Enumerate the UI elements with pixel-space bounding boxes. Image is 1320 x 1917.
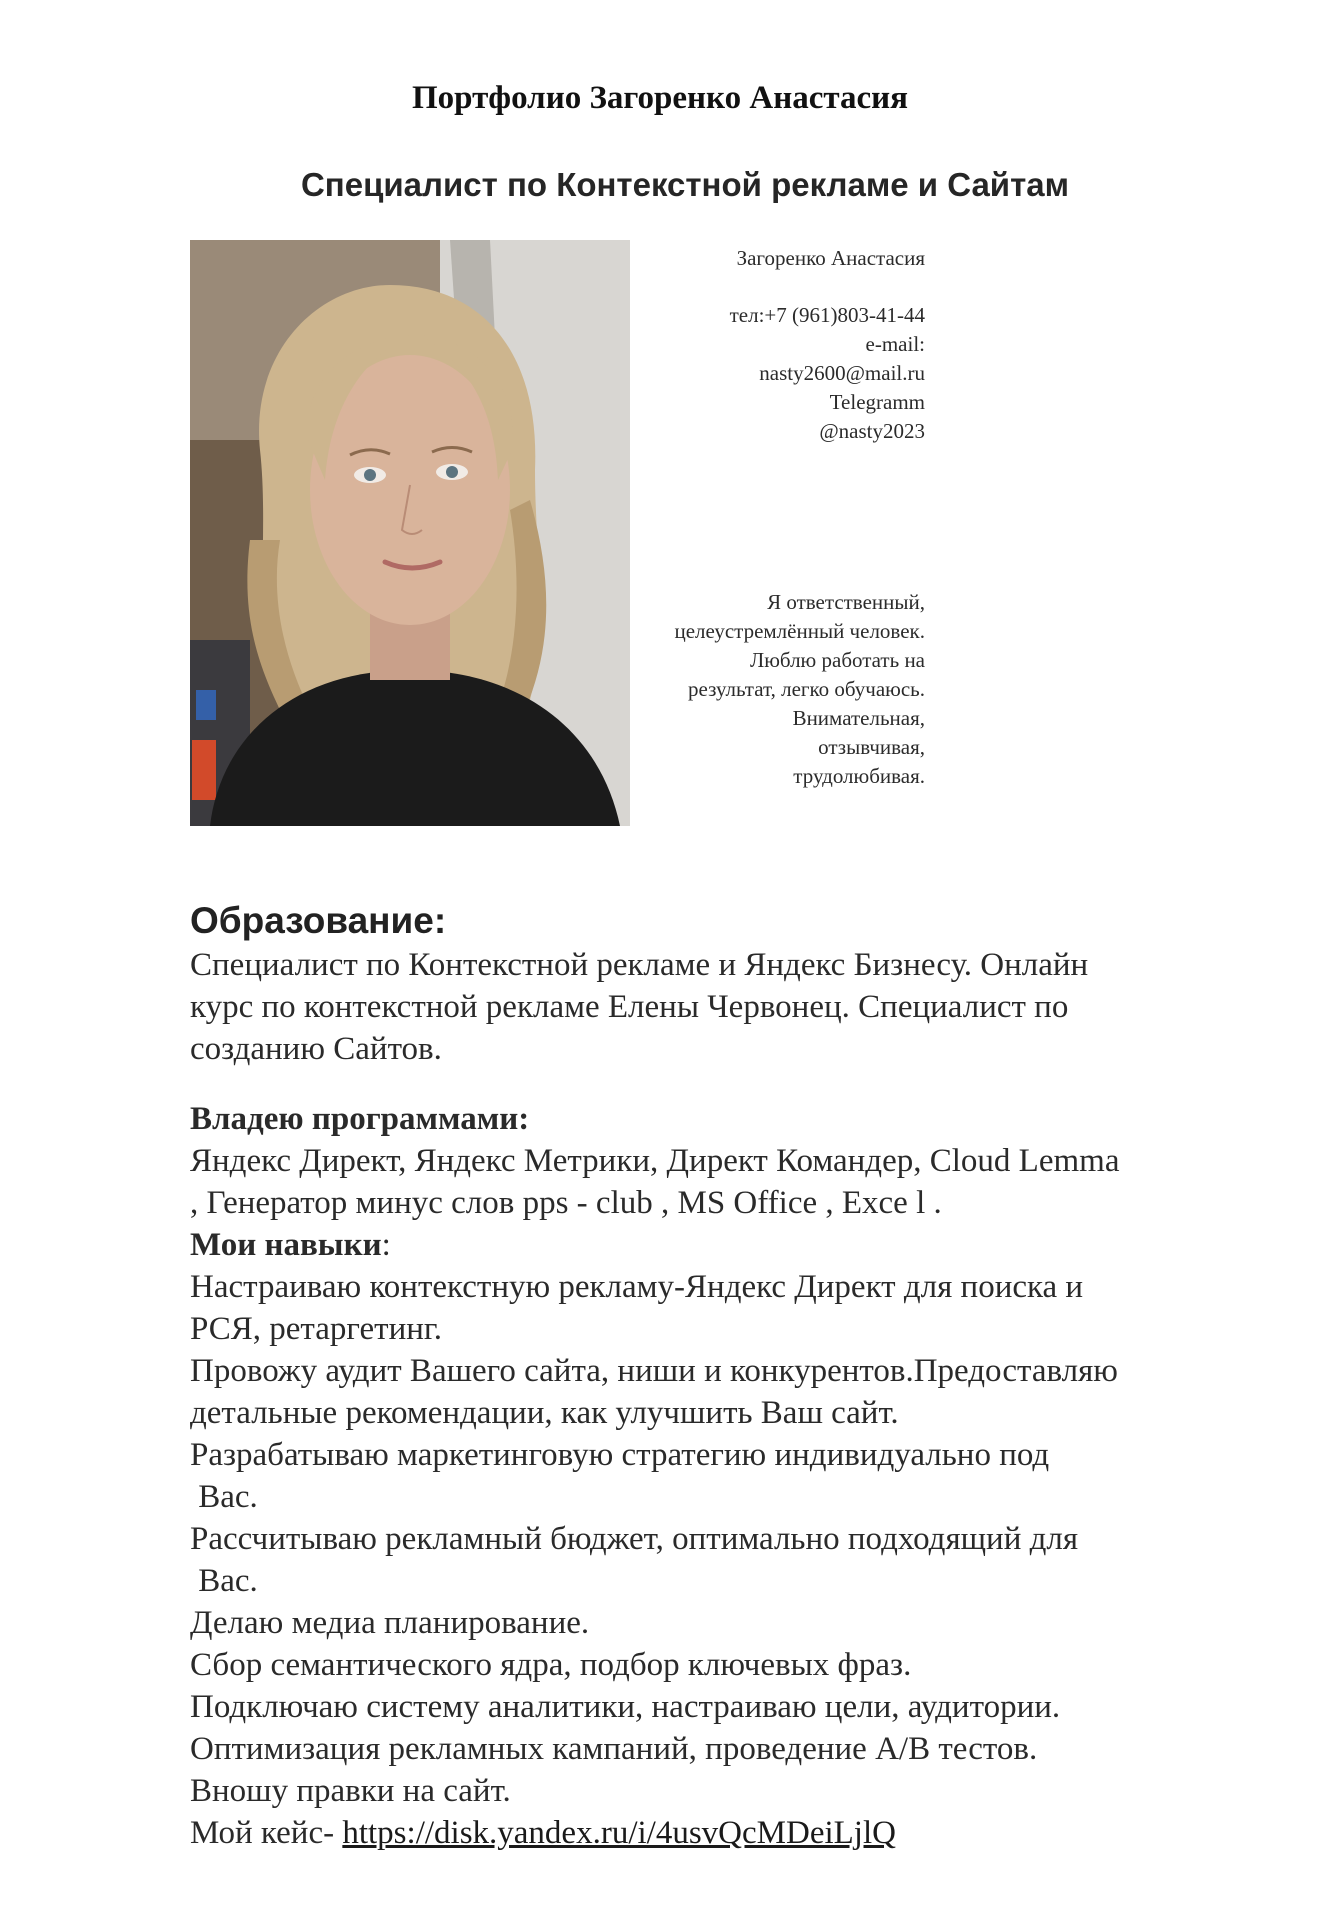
skills-heading-colon: : [381, 1227, 391, 1263]
programs-line: Яндекс Директ, Яндекс Метрики, Директ Командер, Cloud Lemma [190, 1143, 1120, 1179]
page-subtitle: Специалист по Контекстной рекламе и Сайтам [300, 166, 1070, 203]
skill-line: Провожу аудит Вашего сайта, ниши и конкурентов.Предоставляю [190, 1353, 1118, 1389]
contact-block [730, 244, 925, 446]
skill-line: Разрабатываю маркетинговую стратегию индивидуально под [190, 1437, 1050, 1473]
about-line: Люблю работать на [749, 648, 925, 672]
skill-line: Рассчитываю рекламный бюджет, оптимально подходящий для [190, 1521, 1079, 1557]
education-line: созданию Сайтов. [190, 1031, 442, 1067]
skill-line: РСЯ, ретаргетинг. [190, 1311, 442, 1347]
skill-line: Подключаю систему аналитики, настраиваю цели, аудитории. [190, 1689, 1061, 1725]
about-block [605, 588, 925, 791]
page-title: Портфолио Загоренко Анастасия [411, 80, 908, 116]
main-content [190, 898, 1250, 1854]
skill-line: Вношу правки на сайт. [190, 1773, 511, 1809]
about-line: Я ответственный, [767, 590, 925, 614]
case-link[interactable]: https://disk.yandex.ru/i/4usvQcMDeiLjlQ [342, 1815, 896, 1851]
contact-name: Загоренко Анастасия [736, 246, 925, 270]
education-line: курс по контекстной рекламе Елены Червонец. Специалист по [190, 989, 1069, 1025]
skill-line: Вас. [190, 1563, 258, 1599]
about-line: отзывчивая, [818, 735, 925, 759]
contact-telegram[interactable]: @nasty2023 [819, 419, 925, 443]
skill-line: детальные рекомендации, как улучшить Ваш сайт. [190, 1395, 899, 1431]
contact-email[interactable]: nasty2600@mail.ru [759, 361, 925, 385]
about-line: результат, легко обучаюсь. [688, 677, 925, 701]
contact-email-label: e-mail: [865, 332, 925, 356]
about-line: трудолюбивая. [793, 764, 925, 788]
about-line: целеустремлённый человек. [674, 619, 925, 643]
skills-heading: Мои навыки [190, 1227, 382, 1263]
contact-phone: тел:+7 (961)803-41-44 [729, 303, 925, 327]
contact-telegram-label: Telegramm [829, 390, 925, 414]
skills-heading-row [190, 1224, 1250, 1266]
education-heading: Образование: [190, 900, 447, 941]
programs-heading: Владею программами: [190, 1101, 530, 1137]
profile-photo [190, 240, 630, 826]
skill-line: Вас. [190, 1479, 258, 1515]
case-row [190, 1812, 1250, 1854]
skill-line: Сбор семантического ядра, подбор ключевых фраз. [190, 1647, 912, 1683]
skill-line: Настраиваю контекстную рекламу-Яндекс Директ для поиска и [190, 1269, 1084, 1305]
education-line: Специалист по Контекстной рекламе и Яндекс Бизнесу. Онлайн [190, 947, 1089, 983]
about-line: Внимательная, [792, 706, 925, 730]
skill-line: Делаю медиа планирование. [190, 1605, 590, 1641]
programs-line: , Генератор минус слов pps - club , MS Office , Exce l . [190, 1185, 942, 1221]
case-label: Мой кейс- [190, 1815, 343, 1851]
skill-line: Оптимизация рекламных кампаний, проведение А/В тестов. [190, 1731, 1038, 1767]
